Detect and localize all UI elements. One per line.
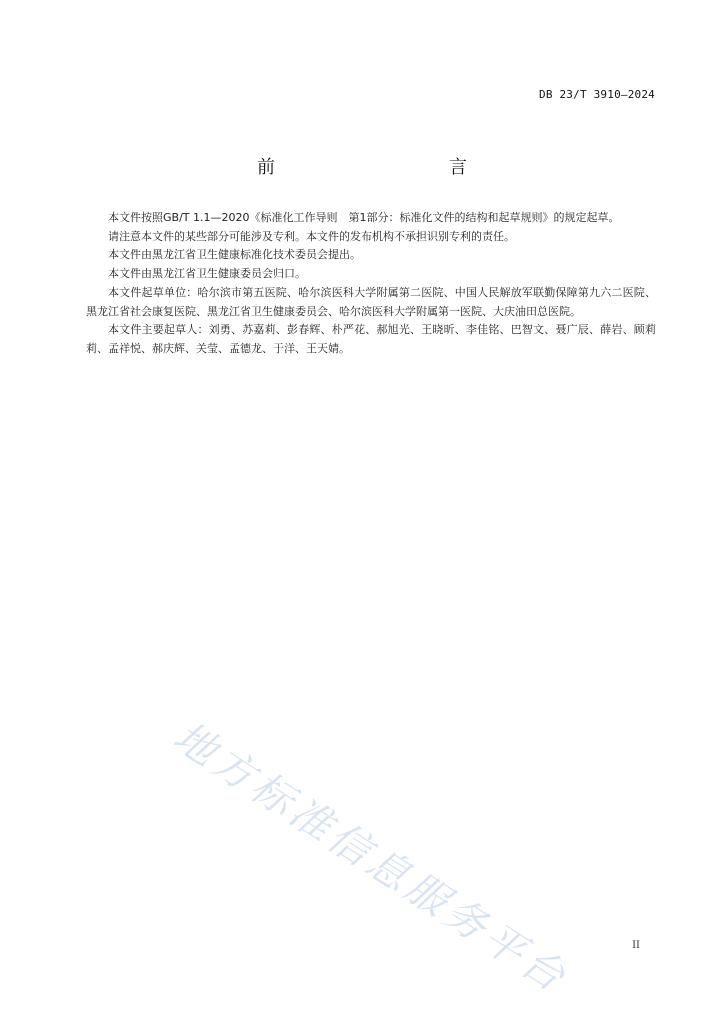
foreword-body	[86, 209, 656, 359]
paragraph-drafting-rules: 本文件按照GB/T 1.1—2020《标准化工作导则 第1部分：标准化文件的结构和起草规则》的规定起草。	[108, 211, 620, 224]
document-code: DB 23/T 3910—2024	[539, 88, 655, 101]
watermark: 地方标准信息服务平台	[165, 712, 577, 1004]
paragraph-proposed-by: 本文件由黑龙江省卫生健康标准化技术委员会提出。	[108, 248, 361, 262]
page-title: 前 言	[257, 157, 513, 178]
paragraph-centralized-by: 本文件由黑龙江省卫生健康委员会归口。	[108, 267, 306, 281]
paragraph-patent-notice: 请注意本文件的某些部分可能涉及专利。本文件的发布机构不承担识别专利的责任。	[108, 229, 515, 243]
paragraph-drafting-units: 本文件起草单位：哈尔滨市第五医院、哈尔滨医科大学附属第二医院、中国人民解放军联勤保障第九六二医院、黑龙江省社会康复医院、黑龙江省卫生健康委员会、哈尔滨医科大学附属第一医院、大庆油田总医院。	[86, 285, 656, 318]
paragraph-drafters: 本文件主要起草人：刘勇、苏嘉莉、彭春辉、朴严花、郝旭光、王晓昕、李佳铭、巴智文、聂广辰、薛岩、顾莉莉、孟祥悦、郝庆辉、关莹、孟德龙、于洋、王天婧。	[86, 323, 656, 355]
page-number: II	[632, 940, 640, 951]
